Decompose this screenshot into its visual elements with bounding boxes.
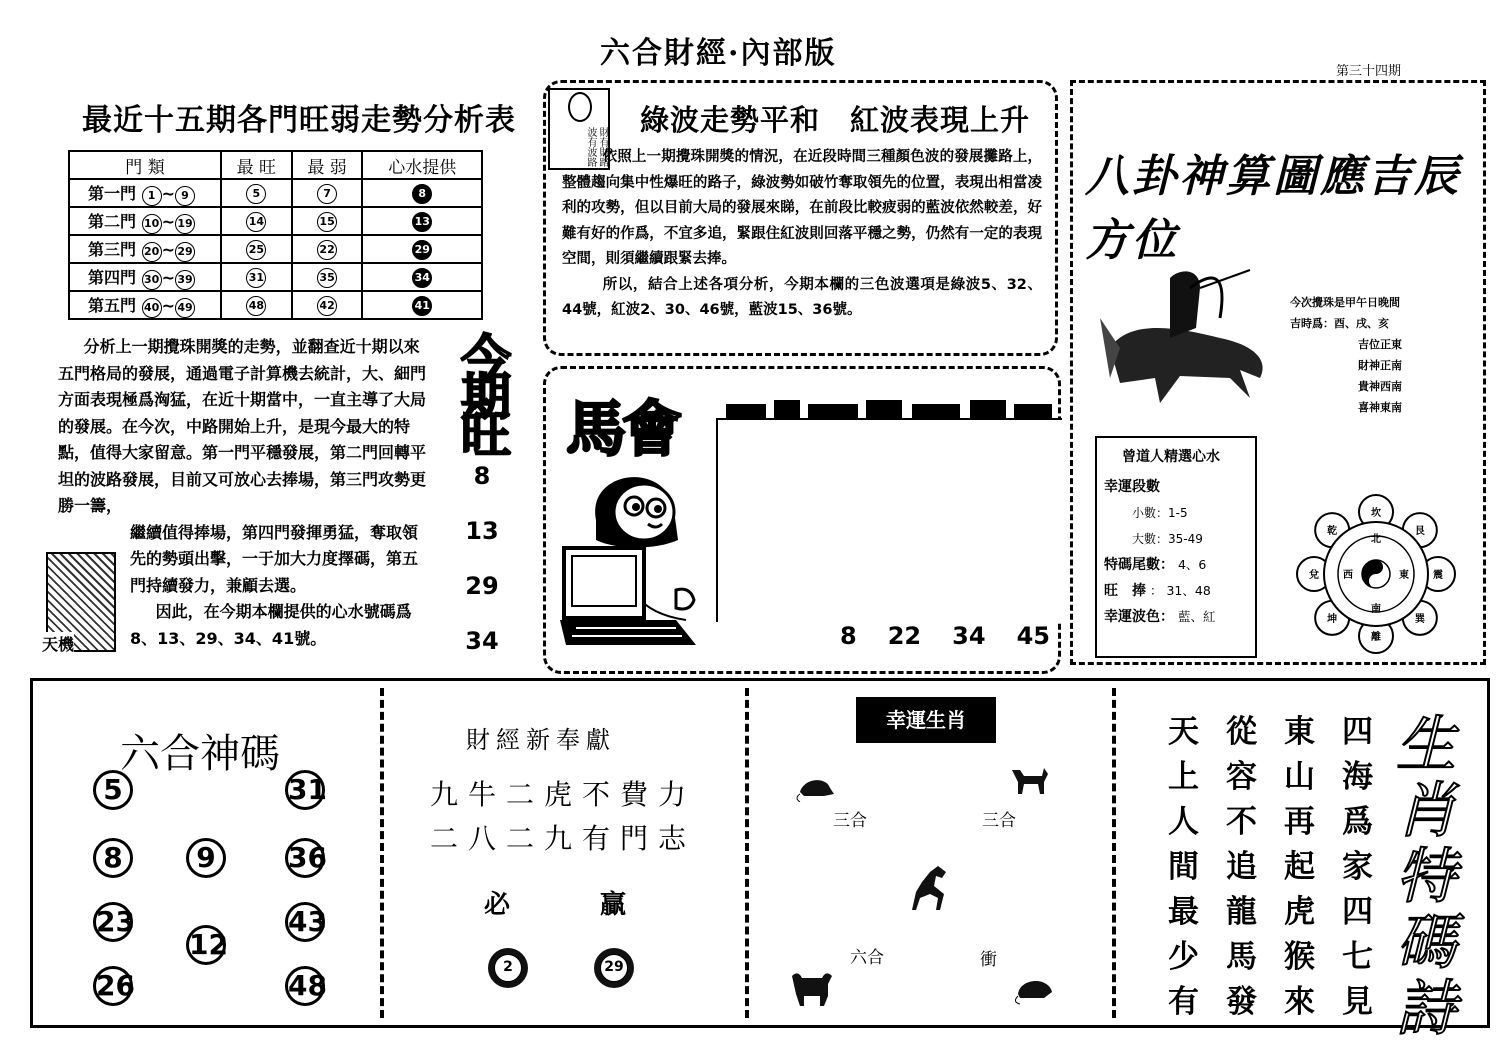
divider [380, 688, 384, 1018]
lucky-info-line: 吉位正東 [1358, 338, 1402, 351]
compass-petal-label: 艮 [1414, 526, 1425, 538]
month-number: 34 [465, 627, 499, 655]
zodiac-poem-grid [1168, 710, 1400, 1025]
wealth-ball: 29 [594, 948, 634, 988]
bagua-title: 八卦神算圖應吉辰方位 [1085, 151, 1461, 266]
strong-cell: 14 [221, 207, 292, 235]
compass-petal-label: 巽 [1414, 613, 1425, 625]
header-weak: 最 弱 [292, 151, 363, 179]
analysis-title: 最近十五期各門旺弱走勢分析表 [82, 103, 516, 138]
lucky-info-line: 今次攪珠是甲午日晚間 [1290, 296, 1400, 309]
month-number: 8 [473, 462, 491, 490]
zodiac-title: 幸運生肖 [856, 697, 996, 743]
poem-character: 不 [1226, 804, 1257, 840]
sanhe-label: 三合 [982, 811, 1016, 831]
analysis-paragraph-1: 分析上一期攪珠開獎的走勢，並翻查近十期以來五門格局的發展，通過電子計算機去統計，大、細門方面表現極爲洶猛，在近十期當中，一直主導了大局的發展。在今次，中路開始上升，是現今最大的特點，值得大家留意。第一門平穩發展，第二門回轉平坦的波路發展，目前又可放心去捧場，第三門攻勢更勝一籌， [58, 337, 427, 515]
poem-character: 少 [1168, 939, 1199, 975]
tip-cell: 29 [362, 235, 482, 263]
god-code-ball: 48 [285, 966, 325, 1006]
cut-banner-strip [716, 394, 1056, 420]
god-code-ball: 36 [285, 838, 325, 878]
weak-cell: 42 [292, 291, 363, 319]
poem-character: 有 [1168, 984, 1199, 1020]
green-wave-text [562, 145, 1042, 324]
horse-blank-area [716, 418, 1062, 622]
poem-character: 猴 [1284, 939, 1315, 975]
poem-character: 發 [1226, 984, 1257, 1020]
horse-title: 馬會 [566, 395, 678, 465]
poem-character: 海 [1342, 759, 1373, 795]
masthead-title: 六合財經·內部版 [600, 36, 837, 71]
compass-south: 南 [1371, 604, 1381, 615]
poem-character: 天 [1168, 714, 1199, 750]
poem-character: 馬 [1226, 939, 1257, 975]
god-code-ball: 31 [285, 770, 325, 810]
poem-character: 再 [1284, 804, 1315, 840]
month-number: 13 [465, 517, 499, 545]
tip-cell: 13 [362, 207, 482, 235]
dog-icon [1008, 760, 1048, 796]
sanhe-label: 三合 [833, 811, 867, 831]
divider [745, 688, 749, 1018]
month-title: 今期旺 [461, 329, 511, 464]
poem-title: 生肖特碼詩 [1396, 710, 1456, 1044]
strong-cell: 25 [221, 235, 292, 263]
tail-label: 特碼尾數： [1104, 557, 1174, 573]
green-wave-title: 綠波走勢平和 紅波表現上升 [640, 103, 1031, 137]
weak-cell: 22 [292, 235, 363, 263]
header-tip: 心水提供 [362, 151, 482, 179]
bi-character: 必 [484, 890, 511, 920]
gate-cell: 第二門 10 ~ 19 [69, 207, 221, 235]
table-row [69, 291, 482, 319]
wealth-poem [430, 773, 696, 861]
god-label: 天機 [42, 632, 74, 655]
gate-cell: 第三門 20 ~ 29 [69, 235, 221, 263]
green-paragraph-2: 所以，結合上述各項分析，今期本欄的三色波選項是綠波5、32、44號，紅波2、30、46號，藍波15、36號。 [562, 276, 1042, 318]
table-row [69, 263, 482, 291]
wealth-line-2: 二八二九有門志 [430, 822, 697, 855]
poem-character: 起 [1284, 849, 1315, 885]
weak-cell: 15 [292, 207, 363, 235]
liuhe-label: 六合 [850, 948, 884, 968]
compass-petal-label: 震 [1433, 570, 1443, 581]
header-category: 門 類 [69, 151, 221, 179]
poem-character: 見 [1342, 984, 1373, 1020]
tail-row [1104, 552, 1254, 578]
strong-cell: 48 [221, 291, 292, 319]
poem-character: 從 [1226, 714, 1257, 750]
poem-character: 來 [1284, 984, 1315, 1020]
compass-north: 北 [1371, 534, 1381, 545]
horse-number: 8 [840, 622, 857, 650]
horse-numbers [840, 622, 1050, 650]
color-label: 幸運波色： [1104, 609, 1174, 625]
ox-icon [788, 968, 836, 1008]
compass-petal-label: 兌 [1309, 570, 1319, 581]
hot-sep: ： [1149, 583, 1163, 598]
small-range [1104, 500, 1254, 526]
bagua-compass-icon [1296, 494, 1456, 654]
tip-cell: 8 [362, 179, 482, 207]
poem-character: 最 [1168, 894, 1199, 930]
hot-row [1104, 578, 1254, 604]
table-row [69, 207, 482, 235]
poem-character: 追 [1226, 849, 1257, 885]
lucky-info-line: 貴神西南 [1358, 380, 1402, 393]
seal-text: 財有財路 波有波路 [585, 127, 608, 167]
color-row [1104, 604, 1254, 630]
poem-character: 四 [1342, 894, 1373, 930]
poem-character: 龍 [1226, 894, 1257, 930]
strong-cell: 5 [221, 179, 292, 207]
poem-character: 四 [1342, 714, 1373, 750]
wealth-line-1: 九牛二虎不費力 [430, 778, 697, 811]
lucky-info-line: 吉時爲：酉、戌、亥 [1290, 317, 1389, 330]
big-range [1104, 526, 1254, 552]
gate-table [68, 150, 483, 320]
tip-cell: 41 [362, 291, 482, 319]
issue-number: 第三十四期 [1336, 64, 1402, 79]
face-icon [568, 92, 592, 122]
compass-east: 東 [1399, 570, 1409, 581]
gate-cell: 第一門 1 ~ 9 [69, 179, 221, 207]
god-code-ball: 12 [186, 925, 226, 965]
poem-character: 爲 [1342, 804, 1373, 840]
god-code-ball: 26 [93, 966, 133, 1006]
big-value: 35-49 [1168, 532, 1203, 546]
table-header-row [69, 151, 482, 179]
lucky-info [1290, 292, 1470, 418]
poem-character: 人 [1168, 804, 1199, 840]
compass-west: 西 [1343, 570, 1353, 581]
table-row [69, 235, 482, 263]
analysis-paragraph-2: 繼續值得捧場，第四門發揮勇猛，奪取領先的勢頭出擊，一于加大力度擇碼，第五門持續發力，兼顧去選。 [130, 522, 419, 595]
lucky-info-line: 喜神東南 [1358, 401, 1402, 414]
small-label: 小數： [1132, 506, 1169, 520]
computer-girl-icon [556, 460, 726, 650]
month-numbers [456, 462, 508, 682]
hot-label: 旺 捧 [1104, 583, 1146, 599]
divider [1112, 688, 1116, 1018]
color-value: 藍、紅 [1177, 609, 1216, 624]
strong-cell: 31 [221, 263, 292, 291]
poem-character: 上 [1168, 759, 1199, 795]
wealth-ball: 2 [488, 948, 528, 988]
rat-icon [1012, 972, 1056, 1006]
god-code-ball: 5 [93, 770, 133, 810]
poem-character: 容 [1226, 759, 1257, 795]
weak-cell: 35 [292, 263, 363, 291]
poem-character: 間 [1168, 849, 1199, 885]
ying-character: 贏 [600, 890, 627, 920]
poem-character: 虎 [1284, 894, 1315, 930]
compass-petal-label: 坤 [1327, 613, 1338, 625]
small-value: 1-5 [1168, 506, 1188, 520]
god-code-ball: 23 [93, 902, 133, 942]
wealth-title: 財經新奉獻 [466, 726, 616, 754]
horse-number: 34 [952, 622, 986, 650]
poem-character: 山 [1284, 759, 1315, 795]
god-code-ball: 9 [186, 838, 226, 878]
gate-cell: 第四門 30 ~ 39 [69, 263, 221, 291]
rat-icon [796, 772, 836, 802]
compass-petal-label: 乾 [1327, 526, 1338, 538]
chong-label: 衝 [980, 950, 997, 970]
tail-value: 4、6 [1177, 557, 1207, 572]
compass-petal-label: 坎 [1371, 508, 1381, 519]
poem-character: 東 [1284, 714, 1315, 750]
analysis-paragraph-3: 因此，在今期本欄提供的心水號碼爲8、13、29、34、41號。 [130, 602, 412, 648]
heart-body [1104, 474, 1254, 630]
hot-value: 31、48 [1166, 583, 1211, 598]
horse-number: 22 [887, 622, 922, 650]
tip-cell: 34 [362, 263, 482, 291]
archer-rider-icon [1100, 258, 1290, 408]
heart-title: 曾道人精選心水 [1122, 449, 1220, 465]
lucky-range-label: 幸運段數 [1104, 479, 1160, 495]
god-code-ball: 8 [93, 838, 133, 878]
god-code-title: 六合神碼 [120, 731, 280, 777]
compass-petal-label: 離 [1371, 632, 1381, 643]
god-code-ball: 43 [285, 902, 325, 942]
big-label: 大數： [1132, 532, 1169, 546]
poem-character: 七 [1342, 939, 1373, 975]
header-strong: 最 旺 [221, 151, 292, 179]
green-paragraph-1: 依照上一期攪珠開獎的情況，在近段時間三種顏色波的發展攤路上，整體趨向集中性爆旺的路子，綠波勢如破竹奪取領先的位置，表現出相當凌利的攻勢，但以目前大局的發展來睇，在前段比較疲弱的藍波依然較差，好難有好的作爲，不宜多追，緊跟住紅波則回落平穩之勢，仍然有一定的表現空間，則須繼續跟緊去捧。 [562, 149, 1042, 267]
weak-cell: 7 [292, 179, 363, 207]
table-row [69, 179, 482, 207]
month-number: 29 [465, 572, 499, 600]
horse-number: 45 [1016, 622, 1050, 650]
lucky-info-line: 財神正南 [1358, 359, 1402, 372]
horse-icon [908, 864, 952, 912]
gate-cell: 第五門 40 ~ 49 [69, 291, 221, 319]
poem-character: 家 [1342, 849, 1373, 885]
